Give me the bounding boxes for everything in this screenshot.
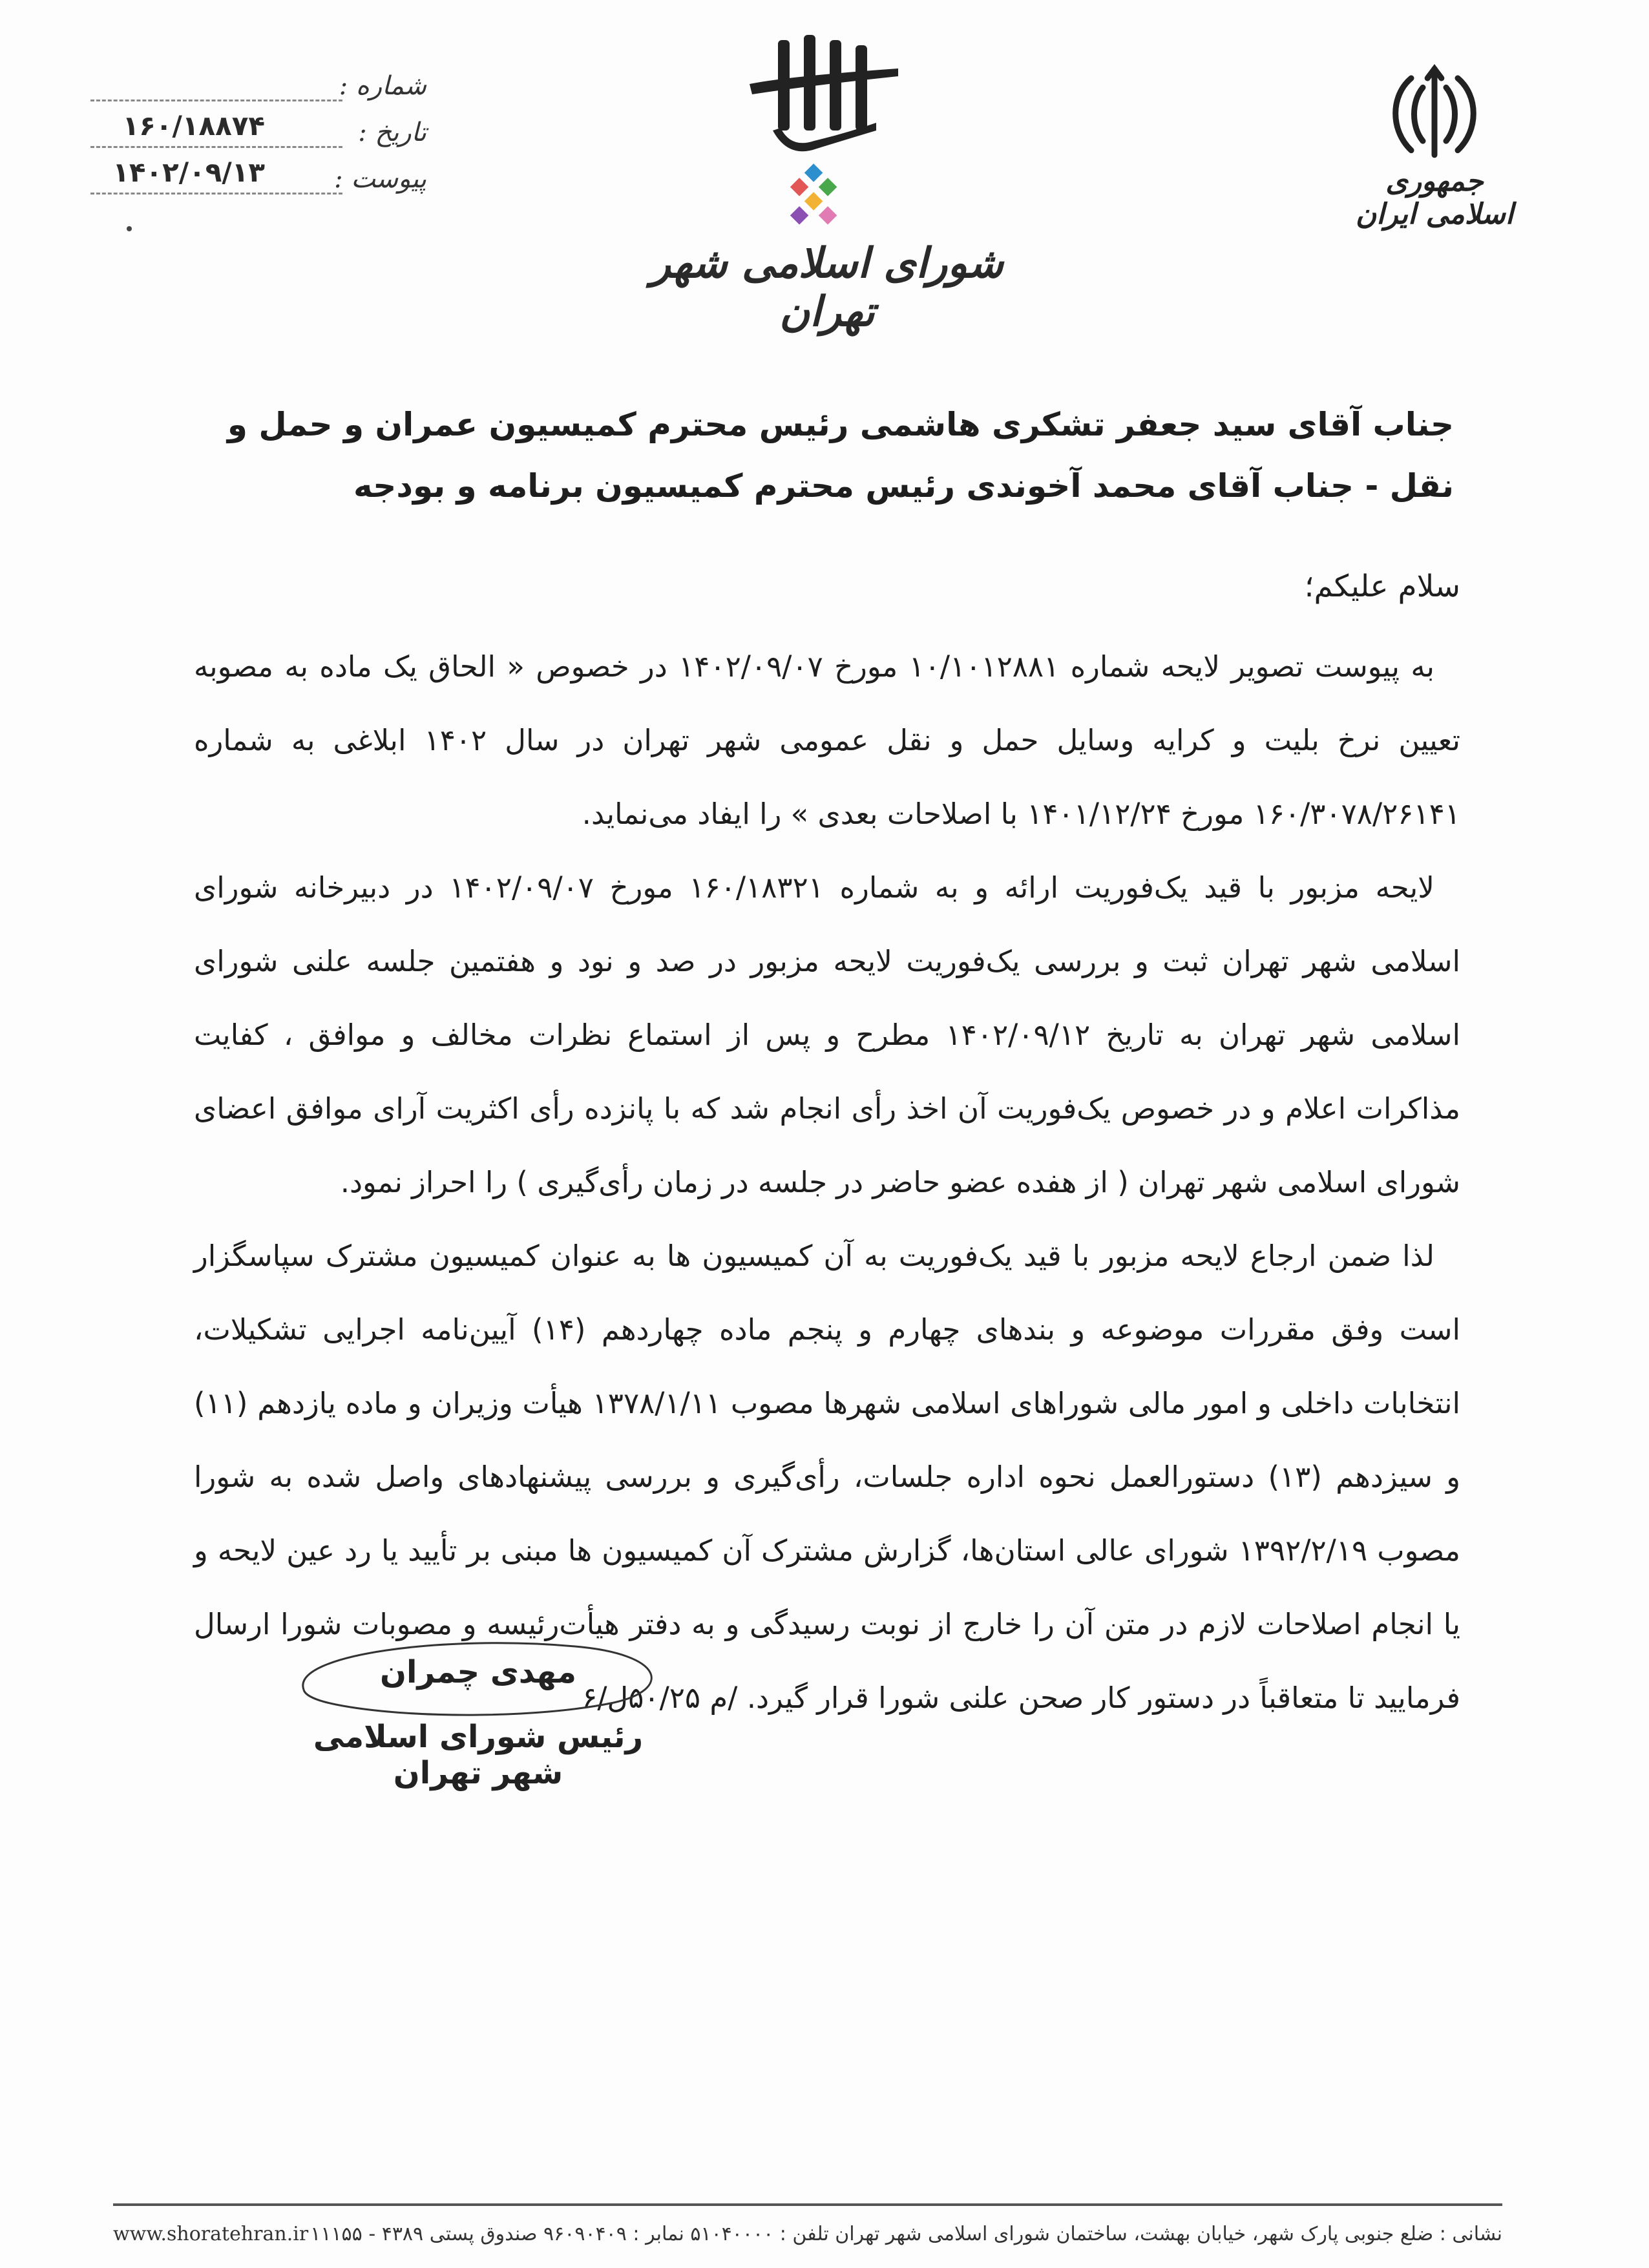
reference-block xyxy=(90,71,426,211)
number-value: ۱۶۰/۱۸۸۷۴ xyxy=(122,110,265,142)
footer-divider xyxy=(113,2203,1502,2206)
footer-website: www.shoratehran.ir xyxy=(113,2223,309,2245)
iran-emblem xyxy=(1354,55,1515,231)
signature-block xyxy=(278,1628,730,1791)
greeting: سلام علیکم؛ xyxy=(1304,569,1460,604)
date-line xyxy=(90,146,342,148)
date-label: تاریخ : xyxy=(358,118,426,147)
signatory-name: مهدی چمران xyxy=(380,1654,576,1690)
signatory-title: رئیس شورای اسلامی شهر تهران xyxy=(313,1719,644,1791)
letter-body xyxy=(194,630,1460,1735)
paragraph-1: به پیوست تصویر لایحه شماره ۱۰/۱۰۱۲۸۸۱ مورخ ۱۴۰۲/۰۹/۰۷ در خصوص « الحاق یک ماده به مصوبه تعیین نرخ بلیت و کرایه وسایل حمل و نقل عمومی شهر تهران در سال ۱۴۰۲ ابلاغی به شماره ۱۶۰/۳۰۷۸/۲۶۱۴۱ مورخ ۱۴۰۱/۱۲/۲۴ با اصلاحات بعدی » را ایفاد می‌نماید. xyxy=(194,649,1460,831)
date-value: ۱۴۰۲/۰۹/۱۳ xyxy=(112,156,265,188)
number-label: شماره : xyxy=(339,71,426,101)
paragraph-2: لایحه مزبور با قید یک‌فوریت ارائه و به شماره ۱۶۰/۱۸۳۲۱ مورخ ۱۴۰۲/۰۹/۰۷ در دبیرخانه شورای اسلامی شهر تهران ثبت و بررسی یک‌فوریت لایحه مزبور در صد و نود و هفتمین جلسه علنی شورای اسلامی شهر تهران به تاریخ ۱۴۰۲/۰۹/۱۲ مطرح و پس از استماع نظرات مخالف و موافق ، کفایت مذاکرات اعلام و در خصوص یک‌فوریت آن اخذ رأی انجام شد که با پانزده رأی اکثریت آرای موافق اعضای شورای اسلامی شهر تهران ( از هفده عضو حاضر در جلسه در زمان رأی‌گیری ) را احراز نمود. xyxy=(194,870,1460,1199)
emblem-caption: جمهوری اسلامی ایران xyxy=(1355,165,1514,231)
paragraph-3: لذا ضمن ارجاع لایحه مزبور با قید یک‌فوریت به آن کمیسیون ها به عنوان کمیسیون مشترک سپاسگزار است وفق مقررات موضوعه و بندهای چهارم و پنجم ماده چهاردهم (۱۴) آیین‌نامه اجرایی تشکیلات، انتخابات داخلی و امور مالی شوراهای اسلامی شهرها مصوب ۱۳۷۸/۱/۱۱ هیأت وزیران و ماده یازدهم (۱۱) و سیزدهم (۱۳) دستورالعمل نحوه اداره جلسات، رأی‌گیری و بررسی پیشنهادهای واصل شده به شورا مصوب ۱۳۹۲/۲/۱۹ شورای عالی استان‌ها، گزارش مشترک آن کمیسیون ها مبنی بر تأیید یا رد عین لایحه و یا انجام اصلاحات لازم در متن آن را خارج از نوبت رسیدگی و به دفتر هیأت‌رئیسه و مصوبات شورا ارسال فرمایید تا متعاقباً در دستور کار صحن علنی شورا قرار گیرد. /م ۵۰/۲۵ل/۶ xyxy=(194,1239,1461,1715)
attachment-line xyxy=(90,193,342,194)
council-mark-icon xyxy=(737,32,905,168)
footer-address: نشانی : ضلع جنوبی پارک شهر، خیابان بهشت، ساختمان شورای اسلامی شهر تهران تلفن : ۵۱۰۴۰۰۰۰ نمابر : ۹۶۰۹۰۴۰۹ صندوق پستی ۴۳۸۹ - ۱۱۱۵۵ xyxy=(310,2223,1502,2245)
council-name: شورای اسلامی شهر تهران xyxy=(651,239,1003,336)
reference-attachment-row xyxy=(90,164,426,211)
council-logo xyxy=(646,32,1008,336)
footer xyxy=(113,2223,1502,2249)
attachment-label: پیوست : xyxy=(334,164,426,194)
number-line xyxy=(90,100,342,101)
iran-emblem-icon xyxy=(1376,55,1493,171)
margin-dot xyxy=(127,226,132,231)
council-colored-tiles-icon xyxy=(779,162,850,233)
addressee: جناب آقای سید جعفر تشکری هاشمی رئیس محترم کمیسیون عمران و حمل و نقل - جناب آقای محمد آخوندی رئیس محترم کمیسیون برنامه و بودجه xyxy=(227,406,1454,505)
